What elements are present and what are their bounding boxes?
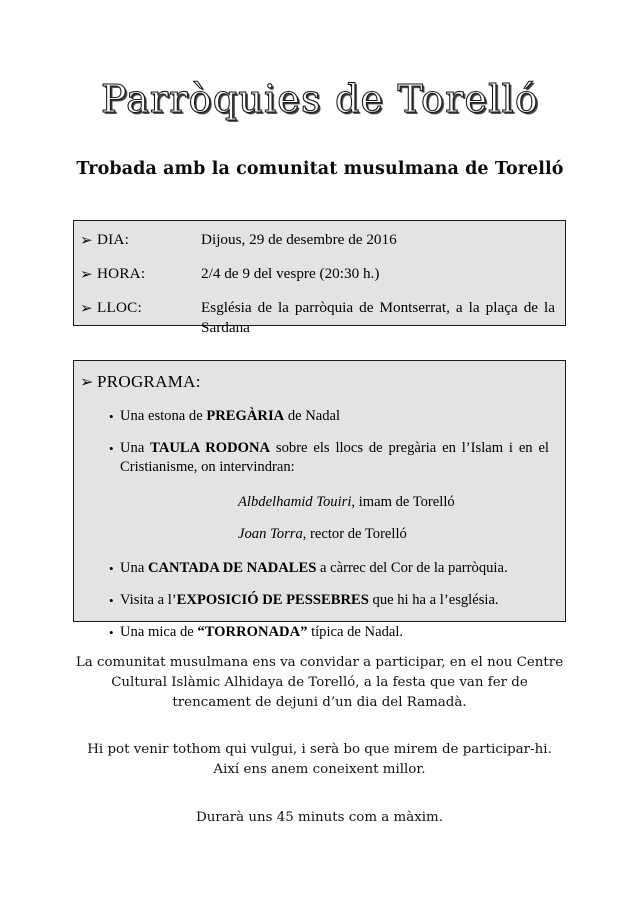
footer-paragraph-1: La comunitat musulmana ens va convidar a participar, en el nou Centre Cultural Islàmic Alhidaya de Torelló, a la festa que van fer de trencament de dejuni d’un dia del Ramadà. [75, 655, 564, 710]
program-item-text: Una CANTADA DE NADALES a càrrec del Cor de la parròquia. [120, 560, 508, 576]
page-title: Parròquies de Torelló [101, 77, 539, 121]
speaker-list [120, 493, 549, 544]
page-subtitle: Trobada amb la comunitat musulmana de Torelló [76, 159, 564, 179]
program-item-text: Una estona de PREGÀRIA de Nadal [120, 408, 341, 424]
info-label-dia: DIA: [97, 231, 130, 248]
program-item-2 [109, 559, 549, 578]
info-label-hora: HORA: [97, 265, 146, 282]
event-info-box [73, 220, 566, 336]
info-label-lloc: LLOC: [97, 299, 142, 316]
program-heading-row [80, 371, 553, 393]
dot-bullet-icon: • [109, 441, 114, 456]
info-row-lloc [80, 298, 555, 338]
program-item-1 [109, 439, 549, 477]
program-item-text: Visita a l’EXPOSICIÓ DE PESSEBRES que hi ha a l’església. [120, 592, 499, 608]
speaker-name: Joan Torra [238, 526, 303, 542]
dot-bullet-icon: • [109, 625, 114, 640]
arrow-bullet-icon: ➢ [80, 372, 94, 391]
info-value-lloc: Església de la parròquia de Montserrat, a la plaça de la Sardana [201, 299, 555, 336]
dot-bullet-icon: • [109, 409, 114, 424]
program-list [80, 407, 553, 642]
speaker-role: , rector de Torelló [302, 526, 407, 542]
program-heading: PROGRAMA: [97, 372, 201, 391]
program-item-0 [109, 407, 549, 426]
footer-paragraph-3: Durarà uns 45 minuts com a màxim. [195, 810, 444, 825]
speaker-name: Albdelhamid Touiri [238, 494, 352, 510]
program-item-text: Una mica de “TORRONADA” típica de Nadal. [120, 624, 404, 640]
speaker-0 [120, 493, 549, 512]
program-box [73, 360, 566, 640]
dot-bullet-icon: • [109, 561, 114, 576]
info-value-hora: 2/4 de 9 del vespre (20:30 h.) [201, 265, 380, 282]
arrow-bullet-icon: ➢ [80, 265, 93, 283]
speaker-1 [120, 525, 549, 544]
info-row-dia [80, 230, 555, 250]
footer-paragraph-2: Hi pot venir tothom qui vulgui, i serà bo que mirem de participar-hi. Així ens anem coneixent millor. [87, 742, 552, 777]
arrow-bullet-icon: ➢ [80, 299, 93, 317]
speaker-role: , imam de Torelló [351, 494, 455, 510]
info-value-dia: Dijous, 29 de desembre de 2016 [201, 231, 397, 248]
program-item-3 [109, 591, 549, 610]
program-item-4 [109, 623, 549, 642]
arrow-bullet-icon: ➢ [80, 231, 93, 249]
info-row-hora [80, 264, 555, 284]
dot-bullet-icon: • [109, 593, 114, 608]
program-item-text: Una TAULA RODONA sobre els llocs de pregària en l’Islam i en el Cristianisme, on intervindran: [120, 440, 549, 475]
